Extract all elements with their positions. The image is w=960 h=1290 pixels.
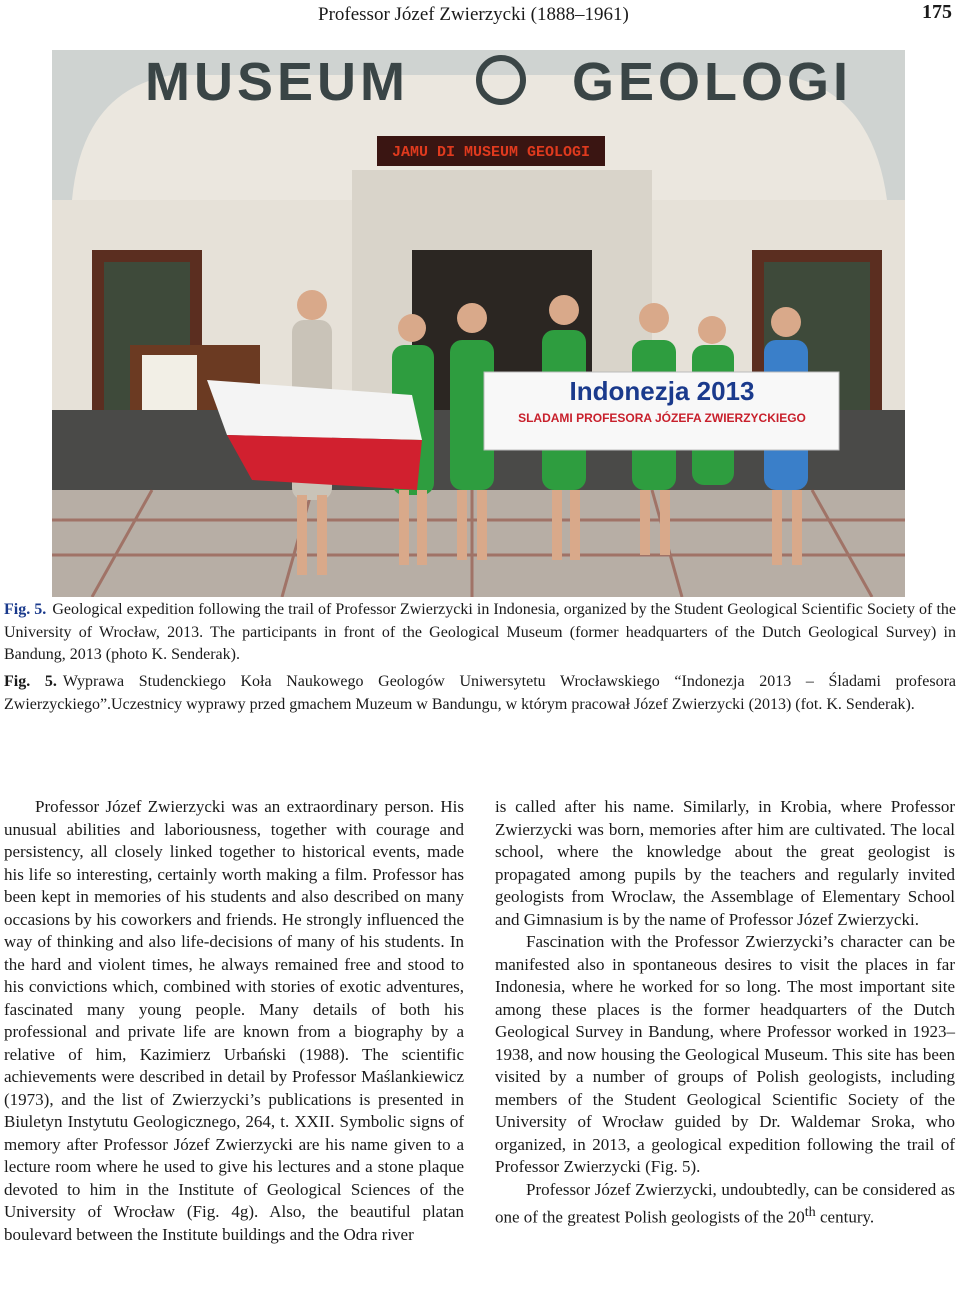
body-column-right (495, 796, 955, 1229)
ordinal-suffix: th (804, 1204, 816, 1220)
paragraph: is called after his name. Similarly, in Krobia, where Professor Zwierzycki was born, memories after him are cultivated. The local school, where the knowledge about the great geologist is propagated among pupils by the teachers and regularly invited geologists from Wroclaw, the Assemblage of Elementary School and Gimnasium is by the name of Professor Józef Zwierzycki. (495, 797, 955, 929)
paragraph (495, 1179, 955, 1230)
page-number: 175 (922, 1, 952, 23)
expedition-photo (52, 50, 905, 597)
led-sign: JAMU DI MUSEUM GEOLOGI (391, 144, 591, 161)
geologi-sign: GEOLOGI (571, 52, 853, 112)
banner-title: Indonezja 2013 (569, 376, 755, 406)
museum-sign: MUSEUM (145, 52, 409, 112)
running-title: Professor Józef Zwierzycki (1888–1961) (318, 4, 629, 25)
paragraph: Professor Józef Zwierzycki was an extraordinary person. His unusual abilities and laboriousness, together with courage and persistency, all closely linked together to historical events, made his life so interesting, certainly worth making a film. Professor has been kept in memories of his students and also described on many occasions by his coworkers and friends. He strongly influenced the way of thinking and also life-decisions of many of his students. In the hard and violent times, he always remained free and stood to his convictions which, combined with stories of exotic adventures, fascinated many young people. Many details of both his professional and private life are known from a biography by a relative of him, Kazimierz Urbański (1988). The scientific achievements were described in detail by Professor Maślankiewicz (1973), and the list of Zwierzycki’s publications is presented in Biuletyn Instytutu Geologicznego, 264, t. XXII. Symbolic signs of memory after Professor Józef Zwierzycki are his name given to a lecture room where he used to give his lectures and a stone plaque devoted to him in the Institute of Geological Sciences of the University of Wrocław (Fig. 4g). Also, the beautiful platan boulevard between the Institute buildings and the Odra river (4, 797, 464, 1244)
figure-label: Fig. 5. (4, 673, 57, 690)
paragraph-text: Professor Józef Zwierzycki, undoubtedly, can be considered as one of the greatest Polish geologists of the 20 (495, 1179, 955, 1227)
figure-caption-en (4, 599, 956, 667)
caption-text: Wyprawa Studenckiego Koła Naukowego Geologów Uniwersytetu Wrocławskiego “Indonezja 2013 – Śladami profesora Zwierzyckiego”.Uczestnicy wyprawy przed gmachem Muzeum w Bandungu, w którym pracował Józef Zwierzycki (2013) (fot. K. Senderak). (4, 673, 956, 713)
figure-label: Fig. 5. (4, 601, 47, 618)
paragraph: Fascination with the Professor Zwierzycki’s character can be manifested also in spontaneous desires to visit the places in far Indonesia, where he worked for so long. The most important site among these places is the former headquarters of the Dutch Geological Survey in Bandung, where Professor worked in 1923–1938, and now housing the Geological Museum. This site has been visited by a number of groups of Polish geologists, including members of the Student Geological Scientific Society of the University of Wrocław guided by Dr. Waldemar Sroka, who organized, in 2013, a geological expedition following the trail of Professor Zwierzycki (Fig. 5). (495, 932, 955, 1176)
body-column-left (4, 796, 464, 1246)
figure-caption-pl (4, 671, 956, 716)
paragraph-text-end: century. (815, 1207, 875, 1227)
banner-subtitle: SLADAMI PROFESORA JÓZEFA ZWIERZYCKIEGO (518, 411, 806, 425)
caption-text: Geological expedition following the trail of Professor Zwierzycki in Indonesia, organized by the Student Geological Scientific Society of the University of Wrocław, 2013. The participants in front of the Geological Museum (former headquarters of the Dutch Geological Survey) in Bandung, 2013 (photo K. Senderak). (4, 601, 956, 663)
